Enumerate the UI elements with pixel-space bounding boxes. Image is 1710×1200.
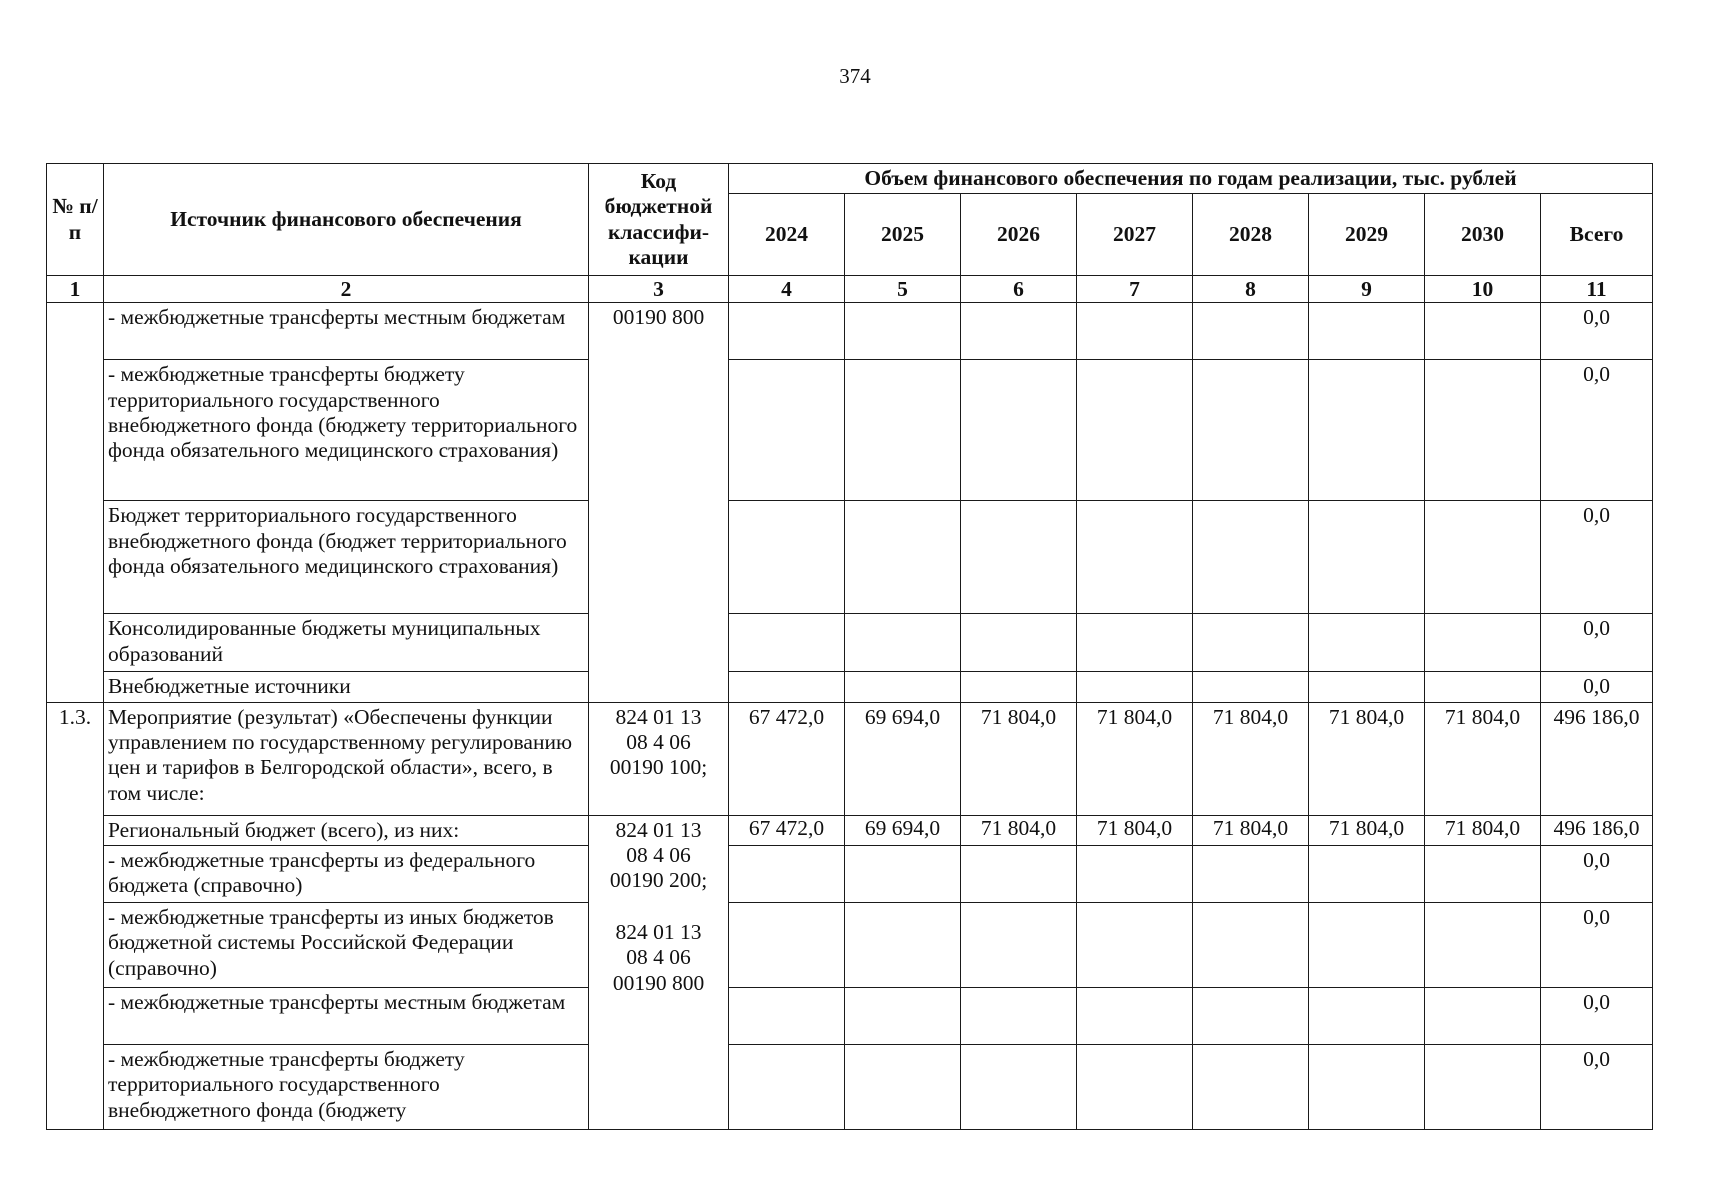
code-line: 00190 800 [612, 970, 705, 995]
value-cell [1425, 1045, 1541, 1130]
code-line: 824 01 13 [615, 919, 702, 944]
value-cell [1309, 360, 1425, 501]
value-cell [1077, 988, 1193, 1045]
value-cell [1193, 903, 1309, 988]
value-cell [961, 614, 1077, 672]
value-cell: 67 472,0 [729, 702, 845, 815]
value-cell [1309, 501, 1425, 614]
value-cell [729, 1045, 845, 1130]
value-cell [845, 501, 961, 614]
value-cell [845, 903, 961, 988]
value-cell [1425, 501, 1541, 614]
table-row [47, 672, 1653, 702]
row-number [47, 303, 104, 702]
value-cell [1193, 614, 1309, 672]
header-year: 2026 [961, 194, 1077, 276]
value-cell: 71 804,0 [1077, 815, 1193, 845]
code-line: 08 4 06 [626, 843, 691, 868]
source-cell: - межбюджетные трансферты местным бюджетам [104, 303, 589, 360]
total-cell: 0,0 [1541, 614, 1653, 672]
value-cell [1077, 303, 1193, 360]
value-cell: 71 804,0 [1193, 702, 1309, 815]
source-cell: Консолидированные бюджеты муниципальных образований [104, 614, 589, 672]
value-cell [961, 360, 1077, 501]
value-cell: 69 694,0 [845, 702, 961, 815]
value-cell [1193, 988, 1309, 1045]
column-number: 1 [47, 276, 104, 303]
value-cell: 71 804,0 [1309, 815, 1425, 845]
value-cell [729, 303, 845, 360]
code-line: 08 4 06 [626, 730, 691, 755]
table-row [47, 815, 1653, 845]
value-cell [1309, 1045, 1425, 1130]
source-cell: - межбюджетные трансферты бюджету территориального государственного внебюджетного фонда (бюджету территориального фонда обязательного медицинского страхования) [104, 360, 589, 501]
code-line: 00190 200; [609, 868, 708, 893]
value-cell: 71 804,0 [1077, 702, 1193, 815]
column-number: 6 [961, 276, 1077, 303]
value-cell [1077, 903, 1193, 988]
value-cell [1077, 614, 1193, 672]
table-row [47, 614, 1653, 672]
table-row [47, 846, 1653, 903]
value-cell [1193, 303, 1309, 360]
value-cell: 71 804,0 [961, 702, 1077, 815]
value-cell [961, 672, 1077, 702]
header-col-code: Код бюджетной классифи-кации [589, 164, 729, 276]
total-cell: 0,0 [1541, 988, 1653, 1045]
value-cell [1309, 672, 1425, 702]
value-cell [1425, 360, 1541, 501]
value-cell [961, 846, 1077, 903]
column-number: 5 [845, 276, 961, 303]
code-cell [589, 303, 729, 702]
source-cell: - межбюджетные трансферты из иных бюджетов бюджетной системы Российской Федерации (справочно) [104, 903, 589, 988]
code-line: 824 01 13 [615, 704, 702, 729]
value-cell: 71 804,0 [1309, 702, 1425, 815]
header-year: 2024 [729, 194, 845, 276]
header-col-total: Всего [1541, 194, 1653, 276]
value-cell [961, 903, 1077, 988]
value-cell [729, 501, 845, 614]
value-cell [729, 846, 845, 903]
column-number: 11 [1541, 276, 1653, 303]
value-cell [845, 303, 961, 360]
table-row [47, 303, 1653, 360]
column-number: 8 [1193, 276, 1309, 303]
total-cell: 0,0 [1541, 303, 1653, 360]
value-cell [729, 988, 845, 1045]
value-cell [729, 614, 845, 672]
page-number: 374 [839, 64, 871, 88]
value-cell [845, 988, 961, 1045]
source-cell: - межбюджетные трансферты из федерального бюджета (справочно) [104, 846, 589, 903]
code-line: 00190 100; [609, 755, 708, 780]
source-cell: Региональный бюджет (всего), из них: [104, 815, 589, 845]
code-line: 824 01 13 [615, 817, 702, 842]
value-cell [1193, 1045, 1309, 1130]
value-cell: 69 694,0 [845, 815, 961, 845]
value-cell [845, 1045, 961, 1130]
column-number: 10 [1425, 276, 1541, 303]
value-cell [1193, 672, 1309, 702]
column-number: 2 [104, 276, 589, 303]
header-row-1 [47, 164, 1653, 194]
value-cell [1309, 846, 1425, 903]
value-cell [1077, 1045, 1193, 1130]
code-line: 08 4 06 [626, 945, 691, 970]
header-col-num: № п/п [47, 164, 104, 276]
total-cell: 0,0 [1541, 903, 1653, 988]
value-cell [845, 614, 961, 672]
column-number: 7 [1077, 276, 1193, 303]
column-number: 3 [589, 276, 729, 303]
total-cell: 0,0 [1541, 1045, 1653, 1130]
source-cell: - межбюджетные трансферты бюджету территориального государственного внебюджетного фонда (бюджету [104, 1045, 589, 1130]
header-col-volume: Объем финансового обеспечения по годам реализации, тыс. рублей [729, 164, 1653, 194]
value-cell [1077, 501, 1193, 614]
total-cell: 0,0 [1541, 501, 1653, 614]
budget-table [46, 163, 1653, 1130]
table-row [47, 1045, 1653, 1130]
table-row [47, 501, 1653, 614]
header-year: 2027 [1077, 194, 1193, 276]
table-row [47, 360, 1653, 501]
source-cell: Бюджет территориального государственного внебюджетного фонда (бюджет территориального фонда обязательного медицинского страхования) [104, 501, 589, 614]
value-cell [729, 360, 845, 501]
value-cell [1309, 903, 1425, 988]
source-cell: Внебюджетные источники [104, 672, 589, 702]
header-col-source: Источник финансового обеспечения [104, 164, 589, 276]
value-cell [1309, 988, 1425, 1045]
value-cell: 67 472,0 [729, 815, 845, 845]
value-cell [961, 501, 1077, 614]
total-cell: 0,0 [1541, 360, 1653, 501]
table-row [47, 988, 1653, 1045]
value-cell [1425, 303, 1541, 360]
value-cell [1425, 988, 1541, 1045]
column-number: 9 [1309, 276, 1425, 303]
value-cell [845, 360, 961, 501]
code-cell [589, 815, 729, 1129]
value-cell [845, 672, 961, 702]
value-cell [1077, 672, 1193, 702]
header-year: 2030 [1425, 194, 1541, 276]
value-cell [961, 988, 1077, 1045]
value-cell: 71 804,0 [1425, 702, 1541, 815]
value-cell [961, 1045, 1077, 1130]
code-line: 00190 800 [612, 305, 705, 330]
header-year: 2025 [845, 194, 961, 276]
value-cell [729, 903, 845, 988]
value-cell [845, 846, 961, 903]
table-row [47, 903, 1653, 988]
row-number: 1.3. [47, 702, 104, 1129]
table-row [47, 702, 1653, 815]
value-cell [1309, 614, 1425, 672]
total-cell: 0,0 [1541, 846, 1653, 903]
code-gap [593, 894, 724, 920]
value-cell [1077, 360, 1193, 501]
value-cell [1309, 303, 1425, 360]
source-cell: - межбюджетные трансферты местным бюджетам [104, 988, 589, 1045]
column-number: 4 [729, 276, 845, 303]
header-year: 2028 [1193, 194, 1309, 276]
value-cell: 71 804,0 [961, 815, 1077, 845]
value-cell [1193, 501, 1309, 614]
value-cell [1077, 846, 1193, 903]
value-cell [1425, 903, 1541, 988]
value-cell [1425, 846, 1541, 903]
value-cell [1193, 846, 1309, 903]
value-cell: 71 804,0 [1193, 815, 1309, 845]
value-cell [1425, 672, 1541, 702]
source-cell: Мероприятие (результат) «Обеспечены функции управлением по государственному регулированию цен и тарифов в Белгородской области», всего, в том числе: [104, 702, 589, 815]
column-number-row [47, 276, 1653, 303]
value-cell [961, 303, 1077, 360]
value-cell [1425, 614, 1541, 672]
total-cell: 496 186,0 [1541, 815, 1653, 845]
value-cell [729, 672, 845, 702]
total-cell: 496 186,0 [1541, 702, 1653, 815]
value-cell: 71 804,0 [1425, 815, 1541, 845]
value-cell [1193, 360, 1309, 501]
code-cell [589, 702, 729, 815]
header-year: 2029 [1309, 194, 1425, 276]
total-cell: 0,0 [1541, 672, 1653, 702]
